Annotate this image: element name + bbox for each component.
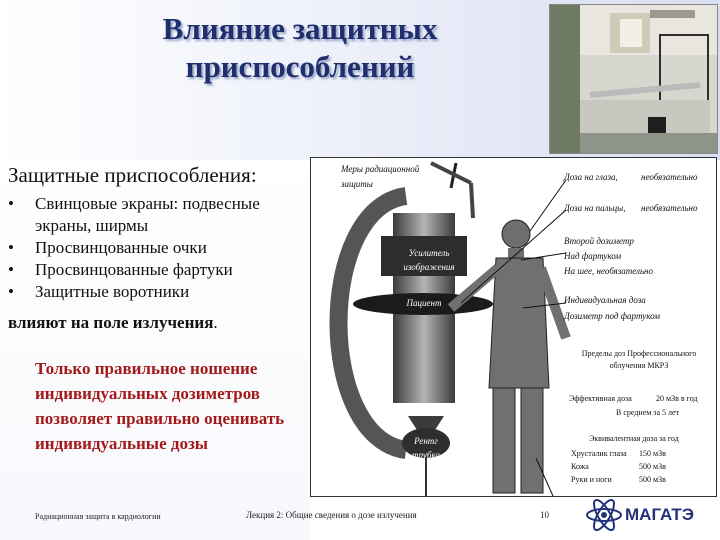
dose-hands-note: необязательно (641, 203, 698, 213)
list-item: • Просвинцованные фартуки (8, 260, 233, 279)
title-line-2: приспособлений (185, 49, 415, 84)
list-item: • Просвинцованные очки (8, 238, 207, 257)
list-item: • Защитные воротники (8, 282, 190, 301)
conclusion-text: влияют на поле излучения. (8, 313, 218, 332)
limit-value: 500 мЗв (639, 462, 666, 471)
list-item: • Свинцовые экраны: подвесные экраны, ширмы (8, 194, 260, 235)
dosimeter-warning: Только правильное ношение индивидуальных дозиметров позволяет правильно оценивать индивидуальные дозы (35, 359, 285, 453)
effective-dose-label: Эффективная доза (569, 394, 632, 403)
individual-dose-label: Индивидуальная доза (564, 295, 646, 305)
title-line-1: Влияние защитных (162, 11, 438, 46)
tube-label: Рентг трубка (412, 436, 440, 460)
effective-dose-value: 20 мЗв в год (656, 394, 698, 403)
iaea-atom-icon (585, 496, 623, 534)
limits-title: Пределы доз Профессионального облучения МКРЗ (581, 349, 697, 370)
footer-lecture: Лекция 2: Общие сведения о дозе излучения (246, 510, 417, 520)
limit-organ: Кожа (571, 462, 589, 471)
dose-eyes-label: Доза на глаза, (564, 172, 618, 182)
dose-hands-label: Доза на пальцы, (564, 203, 626, 213)
patient-label: Пациент (406, 298, 442, 308)
under-apron-label: Дозиметр под фартуком (564, 311, 660, 321)
second-dosimeter-label: Второй дозиметр (564, 236, 634, 246)
limit-value: 150 мЗв (639, 449, 666, 458)
bullet-icon: • (8, 238, 14, 257)
angiography-room-photo (549, 4, 718, 154)
iaea-logo-text: МАГАТЭ (625, 505, 694, 524)
effective-dose-average: В среднем за 5 лет (616, 408, 680, 417)
measures-label: Меры радиационной защиты (341, 164, 420, 189)
protection-diagram (310, 157, 717, 497)
page-number: 10 (540, 510, 549, 520)
limit-organ: Руки и ноги (571, 475, 612, 484)
over-apron-label: Над фартуком (564, 251, 622, 261)
footer-course: Радиационная защита в кардиологии (35, 512, 161, 521)
equivalent-dose-title: Эквивалентная доза за год (589, 434, 679, 443)
slide-title (90, 10, 510, 86)
on-neck-label: На шее, необязательно (564, 266, 654, 276)
limit-value: 500 мЗв (639, 475, 666, 484)
limit-organ: Хрусталик глаза (571, 449, 627, 458)
devices-heading: Защитные приспособления: (8, 163, 257, 187)
bullet-icon: • (8, 282, 14, 301)
bullet-icon: • (8, 260, 14, 279)
devices-list (8, 193, 308, 303)
intensifier-label: Усилитель изображения (403, 248, 455, 272)
dose-eyes-note: необязательно (641, 172, 698, 182)
bullet-icon: • (8, 194, 14, 213)
